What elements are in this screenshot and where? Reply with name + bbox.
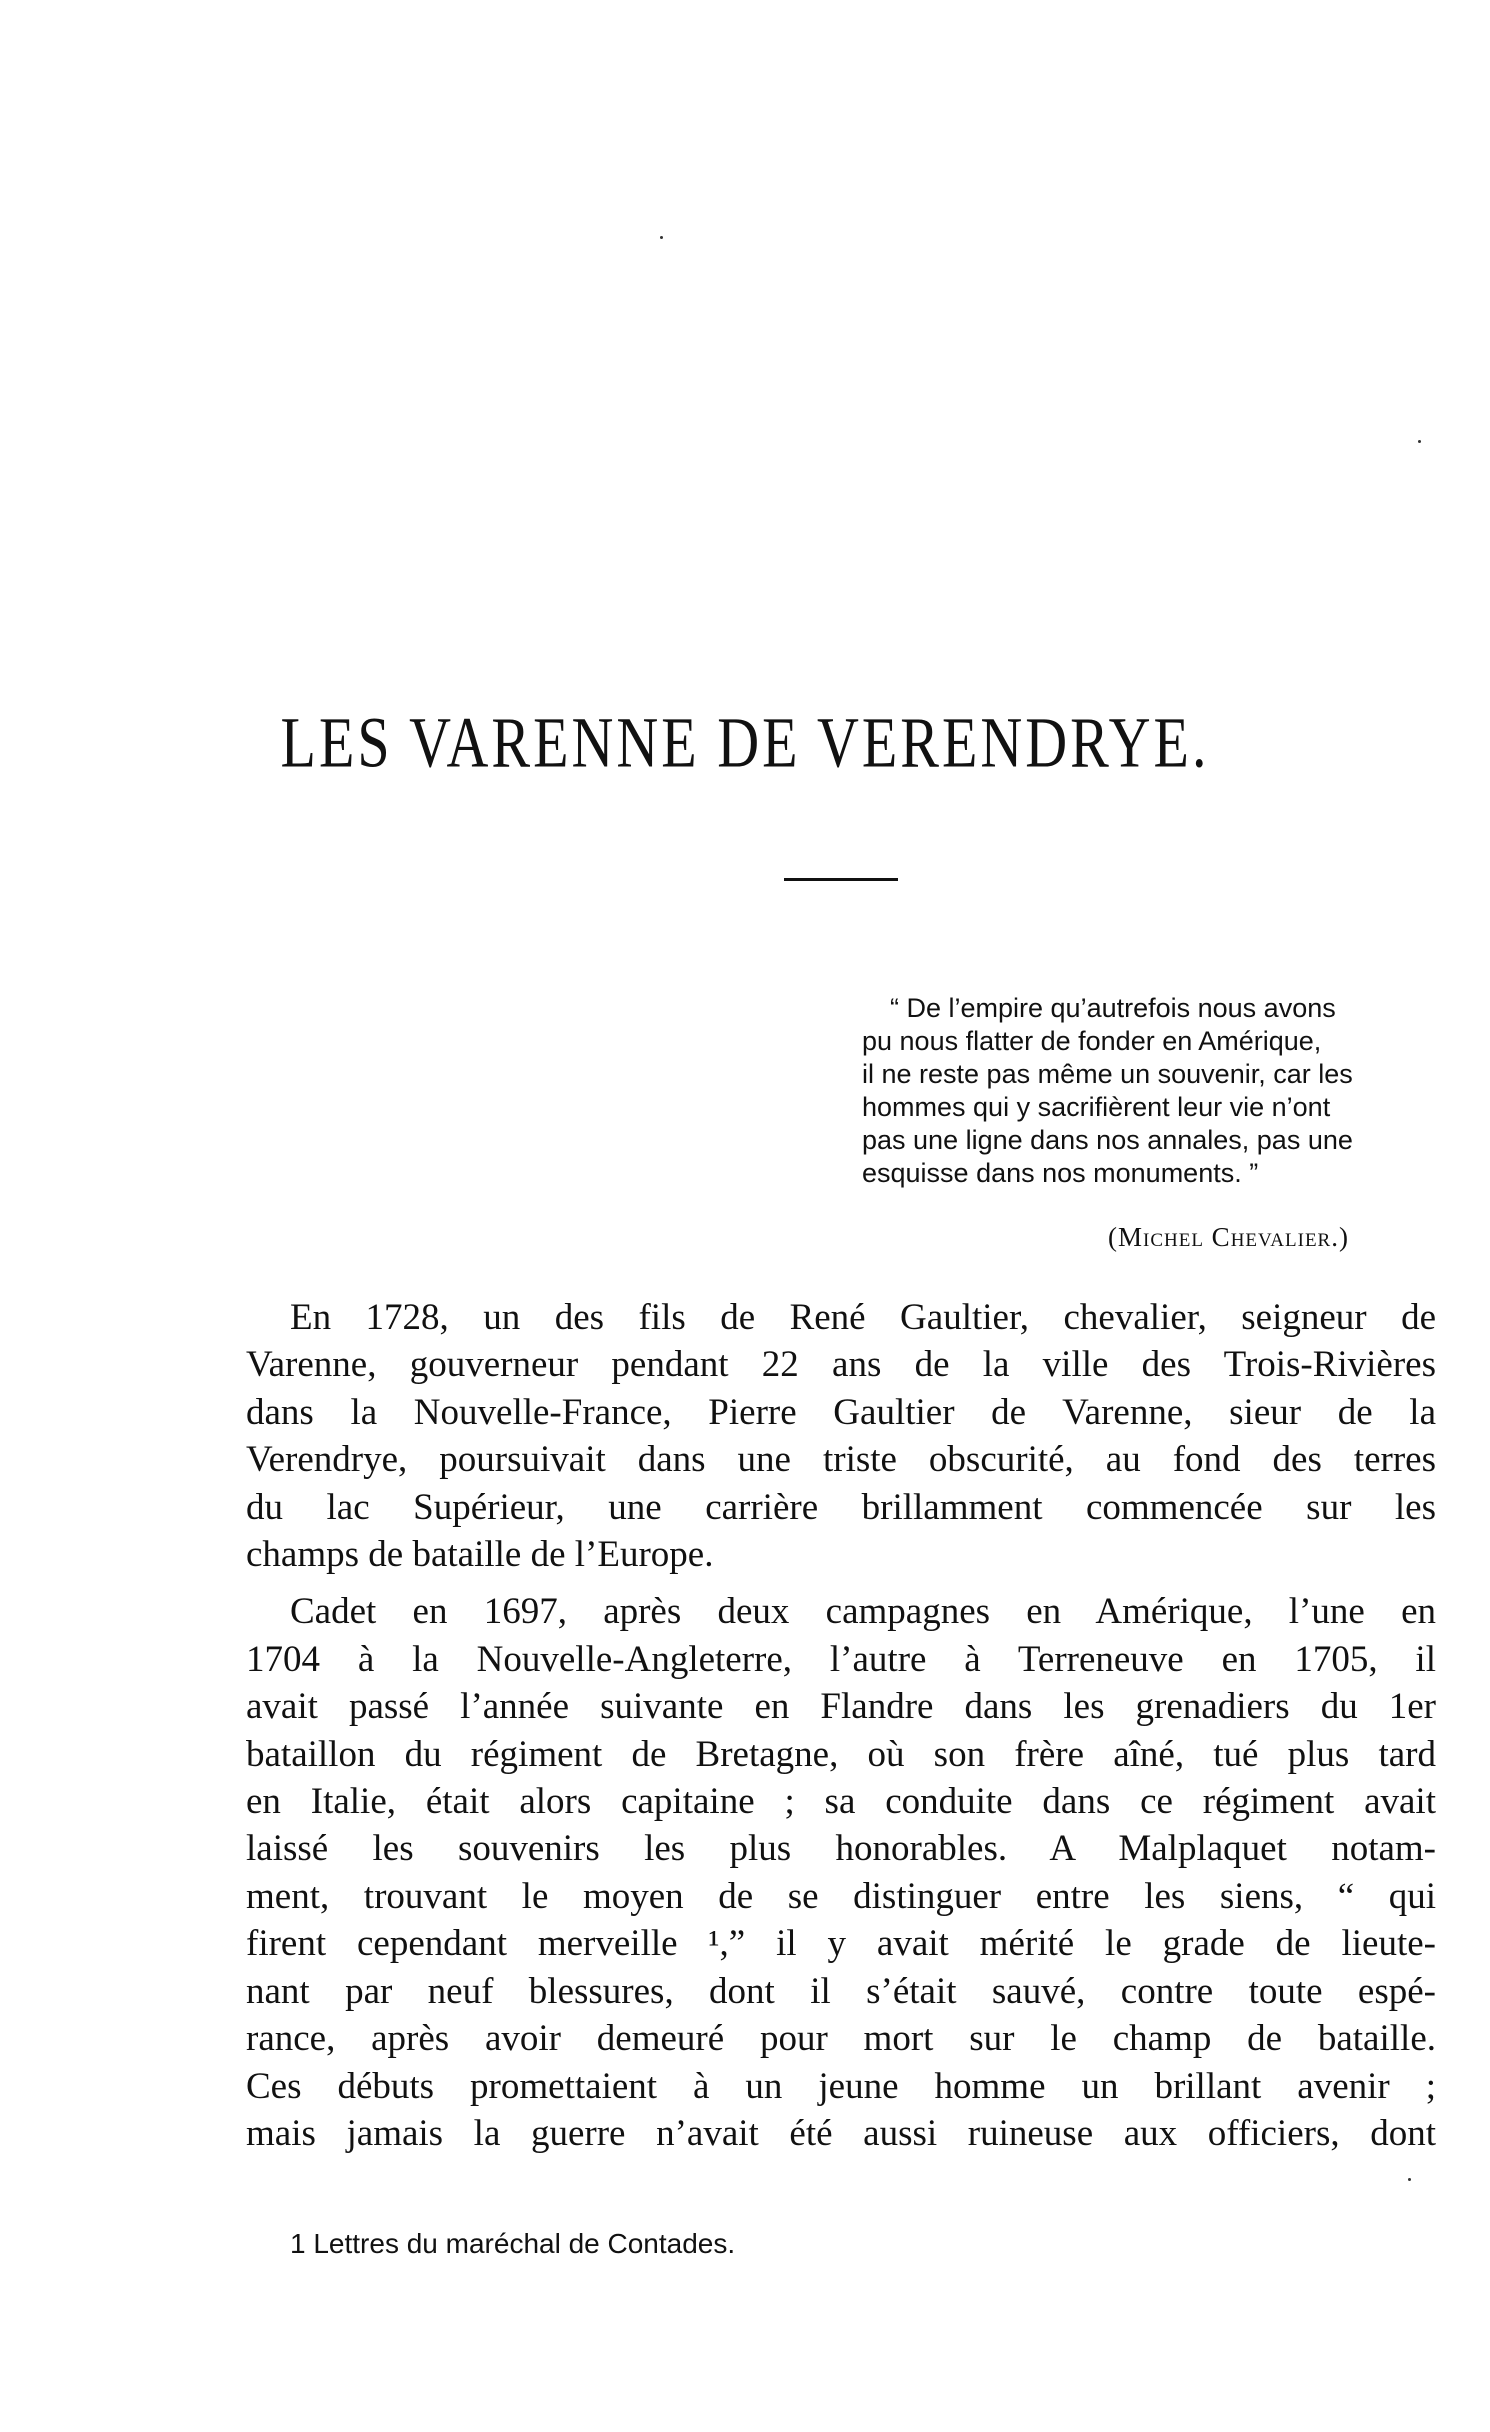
text-line: Cadet en 1697, après deux campagnes en Amérique, l’une en [290, 1591, 1436, 1633]
epigraph-line: pas une ligne dans nos annales, pas une [862, 1125, 1353, 1155]
text-line: avait passé l’année suivante en Flandre dans les grenadiers du 1er [246, 1686, 1436, 1728]
footnote: 1 Lettres du maréchal de Contades. [290, 2228, 736, 2259]
body-text [246, 1294, 1436, 2167]
paragraph [246, 1588, 1436, 2157]
text-line: Ces débuts promettaient à un jeune homme un brillant avenir ; [246, 2065, 1436, 2107]
epigraph-line: “ De l’empire qu’autrefois nous avons [890, 993, 1336, 1023]
text-line: 1704 à la Nouvelle-Angleterre, l’autre à Terreneuve en 1705, il [246, 1638, 1436, 1680]
text-line: firent cependant merveille ¹,” il y avait mérité le grade de lieute- [246, 1923, 1436, 1965]
text-line: en Italie, était alors capitaine ; sa conduite dans ce régiment avait [246, 1781, 1436, 1823]
epigraph-line: pu nous flatter de fonder en Amérique, [862, 1026, 1322, 1056]
title-divider [784, 878, 898, 881]
print-speck [660, 236, 663, 239]
text-line: bataillon du régiment de Bretagne, où son frère aîné, tué plus tard [246, 1733, 1436, 1775]
text-line: Varenne, gouverneur pendant 22 ans de la ville des Trois-Rivières [246, 1344, 1436, 1386]
text-line: En 1728, un des fils de René Gaultier, chevalier, seigneur de [290, 1297, 1436, 1338]
text-line: ment, trouvant le moyen de se distinguer entre les siens, “ qui [246, 1875, 1436, 1917]
text-line: rance, après avoir demeuré pour mort sur le champ de bataille. [246, 2018, 1436, 2060]
text-line: champs de bataille de l’Europe. [246, 1534, 714, 1576]
epigraph-line: hommes qui y sacrifièrent leur vie n’ont [862, 1092, 1331, 1122]
epigraph-attribution: (Michel Chevalier.) [1108, 1222, 1349, 1252]
page-title: LES VARENNE DE VERENDRYE. [280, 701, 1210, 783]
text-line: dans la Nouvelle-France, Pierre Gaultier de Varenne, sieur de la [246, 1391, 1436, 1433]
print-speck [1408, 2178, 1411, 2181]
epigraph-line: esquisse dans nos monuments. ” [862, 1158, 1259, 1188]
print-speck [1418, 440, 1421, 443]
text-line: nant par neuf blessures, dont il s’était sauvé, contre toute espé- [246, 1970, 1436, 2012]
text-line: Verendrye, poursuivait dans une triste obscurité, au fond des terres [246, 1439, 1436, 1481]
text-line: du lac Supérieur, une carrière brillamment commencée sur les [246, 1486, 1436, 1528]
paragraph [246, 1294, 1436, 1578]
text-line: mais jamais la guerre n’avait été aussi ruineuse aux officiers, dont [246, 2112, 1436, 2154]
text-line: laissé les souvenirs les plus honorables. A Malplaquet notam- [246, 1828, 1436, 1870]
epigraph [862, 992, 1422, 1190]
epigraph-line: il ne reste pas même un souvenir, car les [862, 1059, 1353, 1089]
